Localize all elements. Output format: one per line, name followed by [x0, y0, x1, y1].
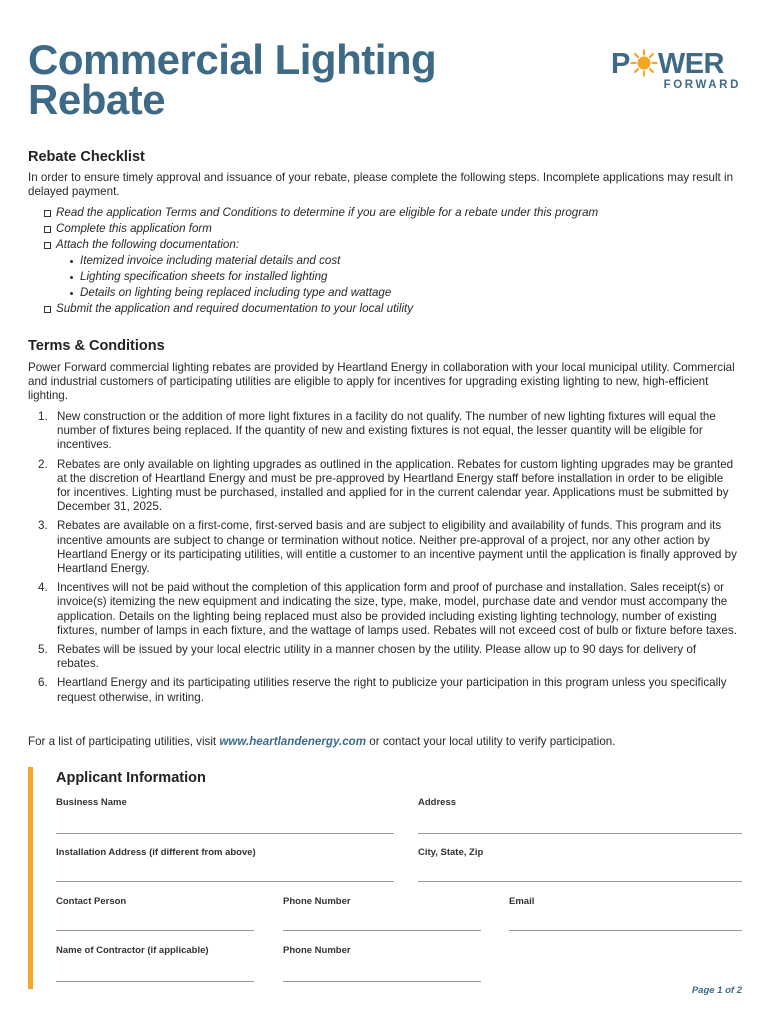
- checklist-item: Complete this application form: [44, 221, 734, 237]
- contact-person-label: Contact Person: [56, 896, 127, 907]
- terms-item: 5. Rebates will be issued by your local electric utility in a manner chosen by the utility. Please allow up to 90 days for delivery of rebates.: [38, 643, 697, 671]
- checklist-item: Read the application Terms and Conditions to determine if you are eligible for a rebate under this program: [44, 205, 734, 221]
- terms-item: 4. Incentives will not be paid without the completion of this application form and proof of purchase and installation. Sales receipt(s) or invoice(s) itemizing the new equipment and indicating the size, type, make, model, purchase date and vendor must accompany the application. Details on the lighting being replaced must also be provided including existing lighting technology, number of existing fixtures, number of lamps in each fixture, and the wattage of lamps used. Rebates will not exceed cost of bulb or fixture before taxes.: [38, 581, 737, 637]
- installation-address-label: Installation Address (if different from above): [56, 847, 256, 858]
- contact-person-field[interactable]: [56, 896, 254, 907]
- documentation-item: Itemized invoice including material details and cost: [68, 253, 734, 269]
- logo-letter-p: P: [611, 48, 630, 80]
- bullet-icon: [70, 276, 73, 279]
- title-line-2: Rebate: [28, 76, 166, 123]
- contractor-phone-field[interactable]: [283, 945, 481, 956]
- accent-bar: [28, 767, 33, 989]
- address-field[interactable]: [418, 797, 742, 808]
- applicant-information-section: [28, 767, 748, 989]
- applicant-heading: Applicant Information: [56, 770, 206, 786]
- installation-address-field[interactable]: [56, 847, 394, 858]
- checklist-intro: In order to ensure timely approval and issuance of your rebate, please complete the following steps. Incomplete applications may result in delayed payment.: [28, 171, 734, 199]
- terms-list: [38, 410, 738, 710]
- checklist-heading: Rebate Checklist: [28, 149, 145, 165]
- document-title: [28, 36, 437, 123]
- logo-letters-wer: WER: [657, 48, 725, 80]
- terms-item: 2. Rebates are only available on lighting upgrades as outlined in the application. Rebates for custom lighting upgrades may be granted at the discretion of Heartland Energy and must be pre-approved by Heartland Energy staff before installation in order to be eligible for incentives. Lighting must be purchased, installed and applied for in the current calendar year. Applications must be submitted by December 31, 2025.: [38, 457, 734, 514]
- contractor-name-label: Name of Contractor (if applicable): [56, 945, 209, 956]
- contractor-phone-label: Phone Number: [283, 945, 351, 956]
- contractor-name-line[interactable]: [56, 981, 254, 982]
- email-label: Email: [509, 896, 535, 907]
- power-forward-logo: [611, 48, 745, 94]
- business-name-label: Business Name: [56, 797, 127, 808]
- checkbox-icon: [44, 210, 51, 217]
- sun-icon: [630, 49, 658, 77]
- checkbox-icon: [44, 226, 51, 233]
- address-line[interactable]: [418, 833, 742, 834]
- business-name-field[interactable]: [56, 797, 394, 808]
- bullet-icon: [70, 292, 73, 295]
- email-line[interactable]: [509, 930, 742, 931]
- terms-item: 1. New construction or the addition of more light fixtures in a facility do not qualify. The number of new lighting fixtures will equal the number of fixtures being replaced. If the quantity of new and existing fixtures is not equal, the lesser quantity will be eligible for incentives.: [38, 410, 716, 452]
- contractor-phone-line[interactable]: [283, 981, 481, 982]
- bullet-icon: [70, 260, 73, 263]
- business-name-line[interactable]: [56, 833, 394, 834]
- title-line-1: Commercial Lighting: [28, 36, 437, 83]
- email-field[interactable]: [509, 896, 742, 907]
- terms-item: 6. Heartland Energy and its participating utilities reserve the right to publicize your participation in this program unless you specifically request otherwise, in writing.: [38, 676, 727, 704]
- checkbox-icon: [44, 242, 51, 249]
- logo-wordmark: [611, 48, 724, 80]
- checklist-item: Attach the following documentation: Itemized invoice including material details and cost Lighting specification sheets for installed lighting Details on lighting being replaced including type and wattage: [44, 237, 734, 301]
- logo-subtitle: FORWARD: [663, 79, 741, 91]
- terms-heading: Terms & Conditions: [28, 338, 165, 354]
- terms-intro: Power Forward commercial lighting rebates are provided by Heartland Energy in collaboration with your local municipal utility. Commercial and industrial customers of participating utilities are eligible to apply for incentives for upgrading existing lighting to new, high-efficient lighting.: [28, 361, 735, 403]
- contractor-name-field[interactable]: [56, 945, 254, 956]
- page-number: Page 1 of 2: [691, 985, 742, 996]
- documentation-item: Details on lighting being replaced including type and wattage: [68, 285, 734, 301]
- contact-person-line[interactable]: [56, 930, 254, 931]
- address-label: Address: [418, 797, 457, 808]
- phone-number-field[interactable]: [283, 896, 481, 907]
- city-state-zip-field[interactable]: [418, 847, 742, 858]
- city-state-zip-label: City, State, Zip: [418, 847, 484, 858]
- phone-number-line[interactable]: [283, 930, 481, 931]
- utilities-note: For a list of participating utilities, visit www.heartlandenergy.com or contact your local utility to verify participation.: [28, 735, 616, 748]
- phone-number-label: Phone Number: [283, 896, 351, 907]
- heartland-energy-link[interactable]: www.heartlandenergy.com: [219, 735, 367, 748]
- checkbox-icon: [44, 306, 51, 313]
- documentation-list: [56, 253, 734, 301]
- documentation-item: Lighting specification sheets for installed lighting: [68, 269, 734, 285]
- checklist-item: Submit the application and required documentation to your local utility: [44, 301, 734, 317]
- city-state-zip-line[interactable]: [418, 881, 742, 882]
- terms-item: 3. Rebates are available on a first-come, first-served basis and are subject to eligibility and availability of funds. This program and its incentive amounts are subject to change or termination without notice. Neither pre-approval of a project, nor any other action by Heartland Energy or its participating utilities, will entitle a customer to an incentive payment until the application is finally approved by Heartland Energy.: [38, 519, 737, 576]
- installation-address-line[interactable]: [56, 881, 394, 882]
- checklist: [44, 205, 734, 317]
